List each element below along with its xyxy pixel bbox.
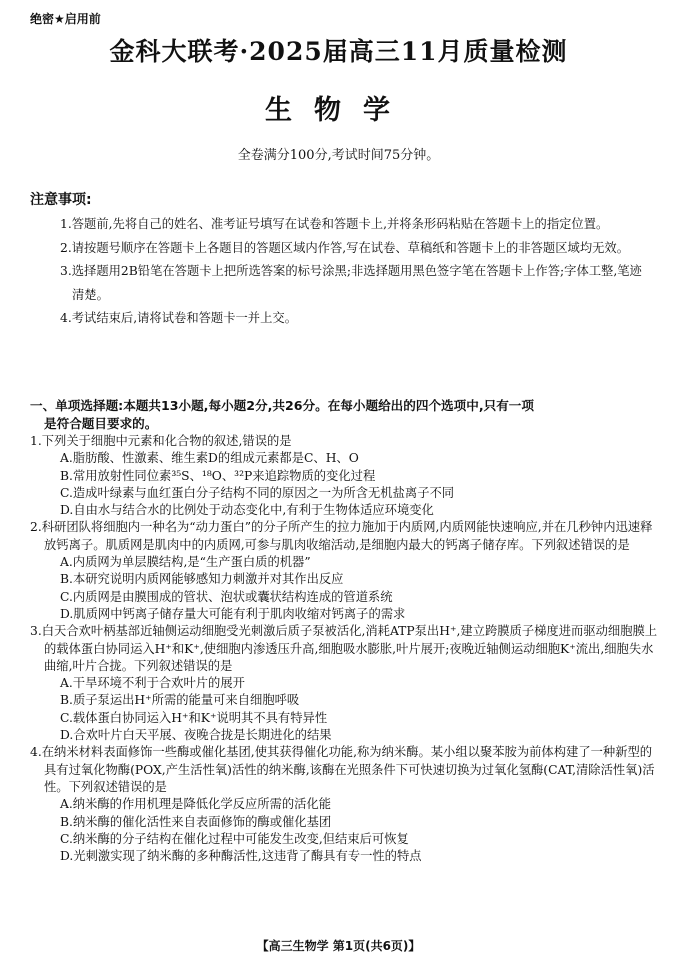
option-b: B.纳米酶的催化活性来自表面修饰的酶或催化基团: [60, 814, 332, 829]
question-3: [30, 623, 660, 744]
section-heading: [30, 397, 655, 432]
confidential-label: 绝密★启用前: [30, 12, 101, 26]
question-2: [30, 519, 660, 623]
option-a: A.内质网为单层膜结构,是“生产蛋白质的机器”: [60, 555, 311, 570]
question-stem: 1.下列关于细胞中元素和化合物的叙述,错误的是: [30, 434, 292, 448]
note-item: 2.请按题号顺序在答题卡上各题目的答题区域内作答,写在试卷、草稿纸和答题卡上的非答题区域均无效。: [60, 240, 630, 255]
question-stem: 3.白天合欢叶柄基部近轴侧运动细胞受光刺激后质子泵被活化,消耗ATP泵出H⁺,建立跨膜质子梯度进而驱动细胞膜上的载体蛋白协同运入H⁺和K⁺,使细胞内渗透压升高,细胞吸水膨胀,叶片展开;夜晚近轴侧运动细胞K⁺流出,细胞失水曲缩,叶片合拢。下列叙述错误的是: [30, 624, 658, 673]
option-d: D.自由水与结合水的比例处于动态变化中,有利于生物体适应环境变化: [60, 503, 434, 518]
option-a: A.干旱环境不利于合欢叶片的展开: [60, 676, 245, 691]
section-heading-line: 是符合题目要求的。: [44, 415, 158, 431]
option-d: D.肌质网中钙离子储存量大可能有利于肌肉收缩对钙离子的需求: [60, 606, 406, 621]
questions-list: [30, 433, 660, 865]
page-footer: 【高三生物学 第1页(共6页)】: [256, 939, 421, 953]
question-4: [30, 744, 660, 865]
option-b: B.质子泵运出H⁺所需的能量可来自细胞呼吸: [60, 693, 300, 708]
exam-title: 金科大联考·2025届高三11月质量检测: [109, 37, 568, 66]
option-c: C.纳米酶的分子结构在催化过程中可能发生改变,但结束后可恢复: [60, 831, 409, 846]
option-b: B.常用放射性同位素³⁵S、¹⁸O、³²P来追踪物质的变化过程: [60, 468, 376, 483]
section-heading-line: 一、单项选择题:本题共13小题,每小题2分,共26分。在每小题给出的四个选项中,只有一项: [30, 398, 534, 413]
option-d: D.合欢叶片白天平展、夜晚合拢是长期进化的结果: [60, 728, 332, 743]
note-item: 1.答题前,先将自己的姓名、准考证号填写在试卷和答题卡上,并将条形码粘贴在答题卡上的指定位置。: [60, 217, 609, 231]
option-a: A.纳米酶的作用机理是降低化学反应所需的活化能: [60, 797, 332, 812]
note-item: 3.选择题用2B铅笔在答题卡上把所选答案的标号涂黑;非选择题用黑色签字笔在答题卡上作答;字体工整,笔迹清楚。: [60, 264, 642, 302]
question-stem: 2.科研团队将细胞内一种名为“动力蛋白”的分子所产生的拉力施加于内质网,内质网能快速响应,并在几秒钟内迅速释放钙离子。肌质网是肌肉中的内质网,可参与肌肉收缩活动,是细胞内最大的钙离子储存库。下列叙述错误的是: [30, 520, 653, 552]
option-b: B.本研究说明内质网能够感知力刺激并对其作出反应: [60, 572, 344, 587]
question-1: [30, 433, 660, 519]
option-a: A.脂肪酸、性激素、维生素D的组成元素都是C、H、O: [60, 451, 359, 466]
option-c: C.内质网是由膜围成的管状、泡状或囊状结构连成的管道系统: [60, 589, 393, 604]
option-c: C.载体蛋白协同运入H⁺和K⁺说明其不具有特异性: [60, 710, 328, 725]
notes-heading: 注意事项:: [30, 192, 92, 208]
option-c: C.造成叶绿素与血红蛋白分子结构不同的原因之一为所含无机盐离子不同: [60, 485, 455, 500]
option-d: D.光刺激实现了纳米酶的多种酶活性,这违背了酶具有专一性的特点: [60, 849, 422, 864]
notes-list: [60, 213, 650, 331]
subject-title: 生物学: [265, 95, 412, 126]
question-stem: 4.在纳米材料表面修饰一些酶或催化基团,使其获得催化功能,称为纳米酶。某小组以聚苯胺为前体构建了一种新型的具有过氧化物酶(POX,产生活性氧)活性的纳米酶,该酶在光照条件下可快速切换为过氧化氢酶(CAT,清除活性氧)活性。下列叙述错误的是: [30, 745, 655, 794]
note-item: 4.考试结束后,请将试卷和答题卡一并上交。: [60, 311, 297, 325]
score-time-line: 全卷满分100分,考试时间75分钟。: [237, 148, 440, 163]
